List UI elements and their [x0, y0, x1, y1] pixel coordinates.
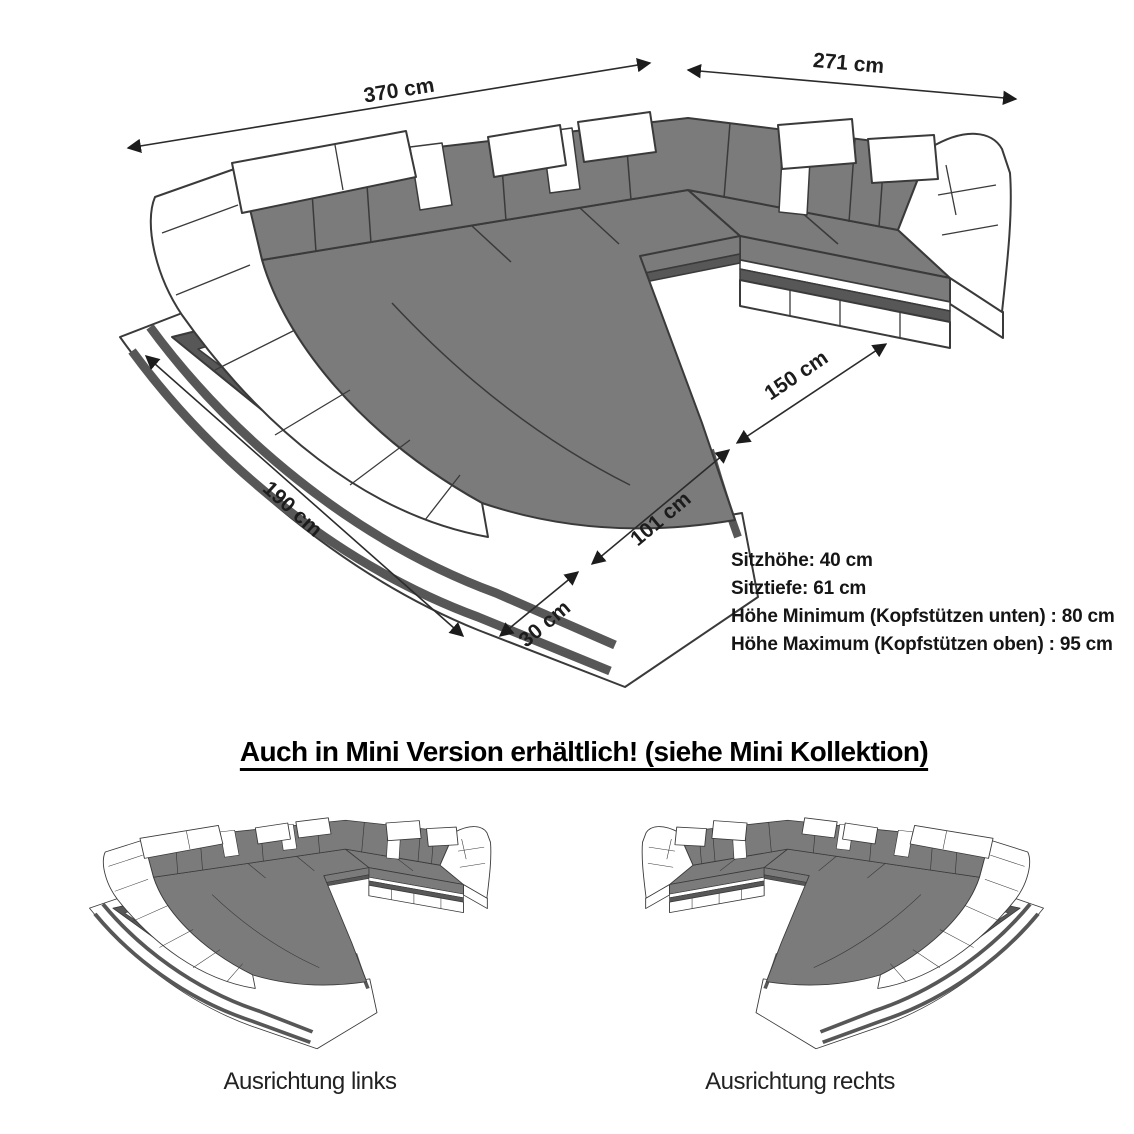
- dimension-label-190: 190 cm: [258, 476, 327, 542]
- caption-orientation-right: Ausrichtung rechts: [705, 1068, 895, 1095]
- mini-section-heading: Auch in Mini Version erhältlich! (siehe Mini Kollektion): [239, 736, 929, 767]
- dimension-label-30: 30 cm: [514, 596, 576, 652]
- mini-sofa-right-illustration: [638, 815, 1048, 1060]
- dimension-label-370: 370 cm: [362, 73, 436, 108]
- caption-orientation-left: Ausrichtung links: [223, 1068, 397, 1095]
- dimension-line-190: [146, 356, 463, 636]
- dimension-label-271: 271 cm: [812, 48, 886, 79]
- dimension-line-370: [128, 63, 650, 148]
- dimension-label-101: 101 cm: [626, 487, 696, 551]
- spec-height-min: Höhe Minimum (Kopfstützen unten) : 80 cm: [731, 606, 1115, 627]
- dimension-label-150: 150 cm: [760, 346, 833, 406]
- mini-section-heading-row: [17, 736, 1134, 768]
- mini-sofa-left-illustration: [85, 815, 495, 1060]
- spec-list: [731, 547, 1115, 659]
- spec-seat-depth: Sitztiefe: 61 cm: [731, 578, 867, 599]
- spec-height-max: Höhe Maximum (Kopfstützen oben) : 95 cm: [731, 634, 1113, 655]
- spec-seat-height: Sitzhöhe: 40 cm: [731, 550, 873, 571]
